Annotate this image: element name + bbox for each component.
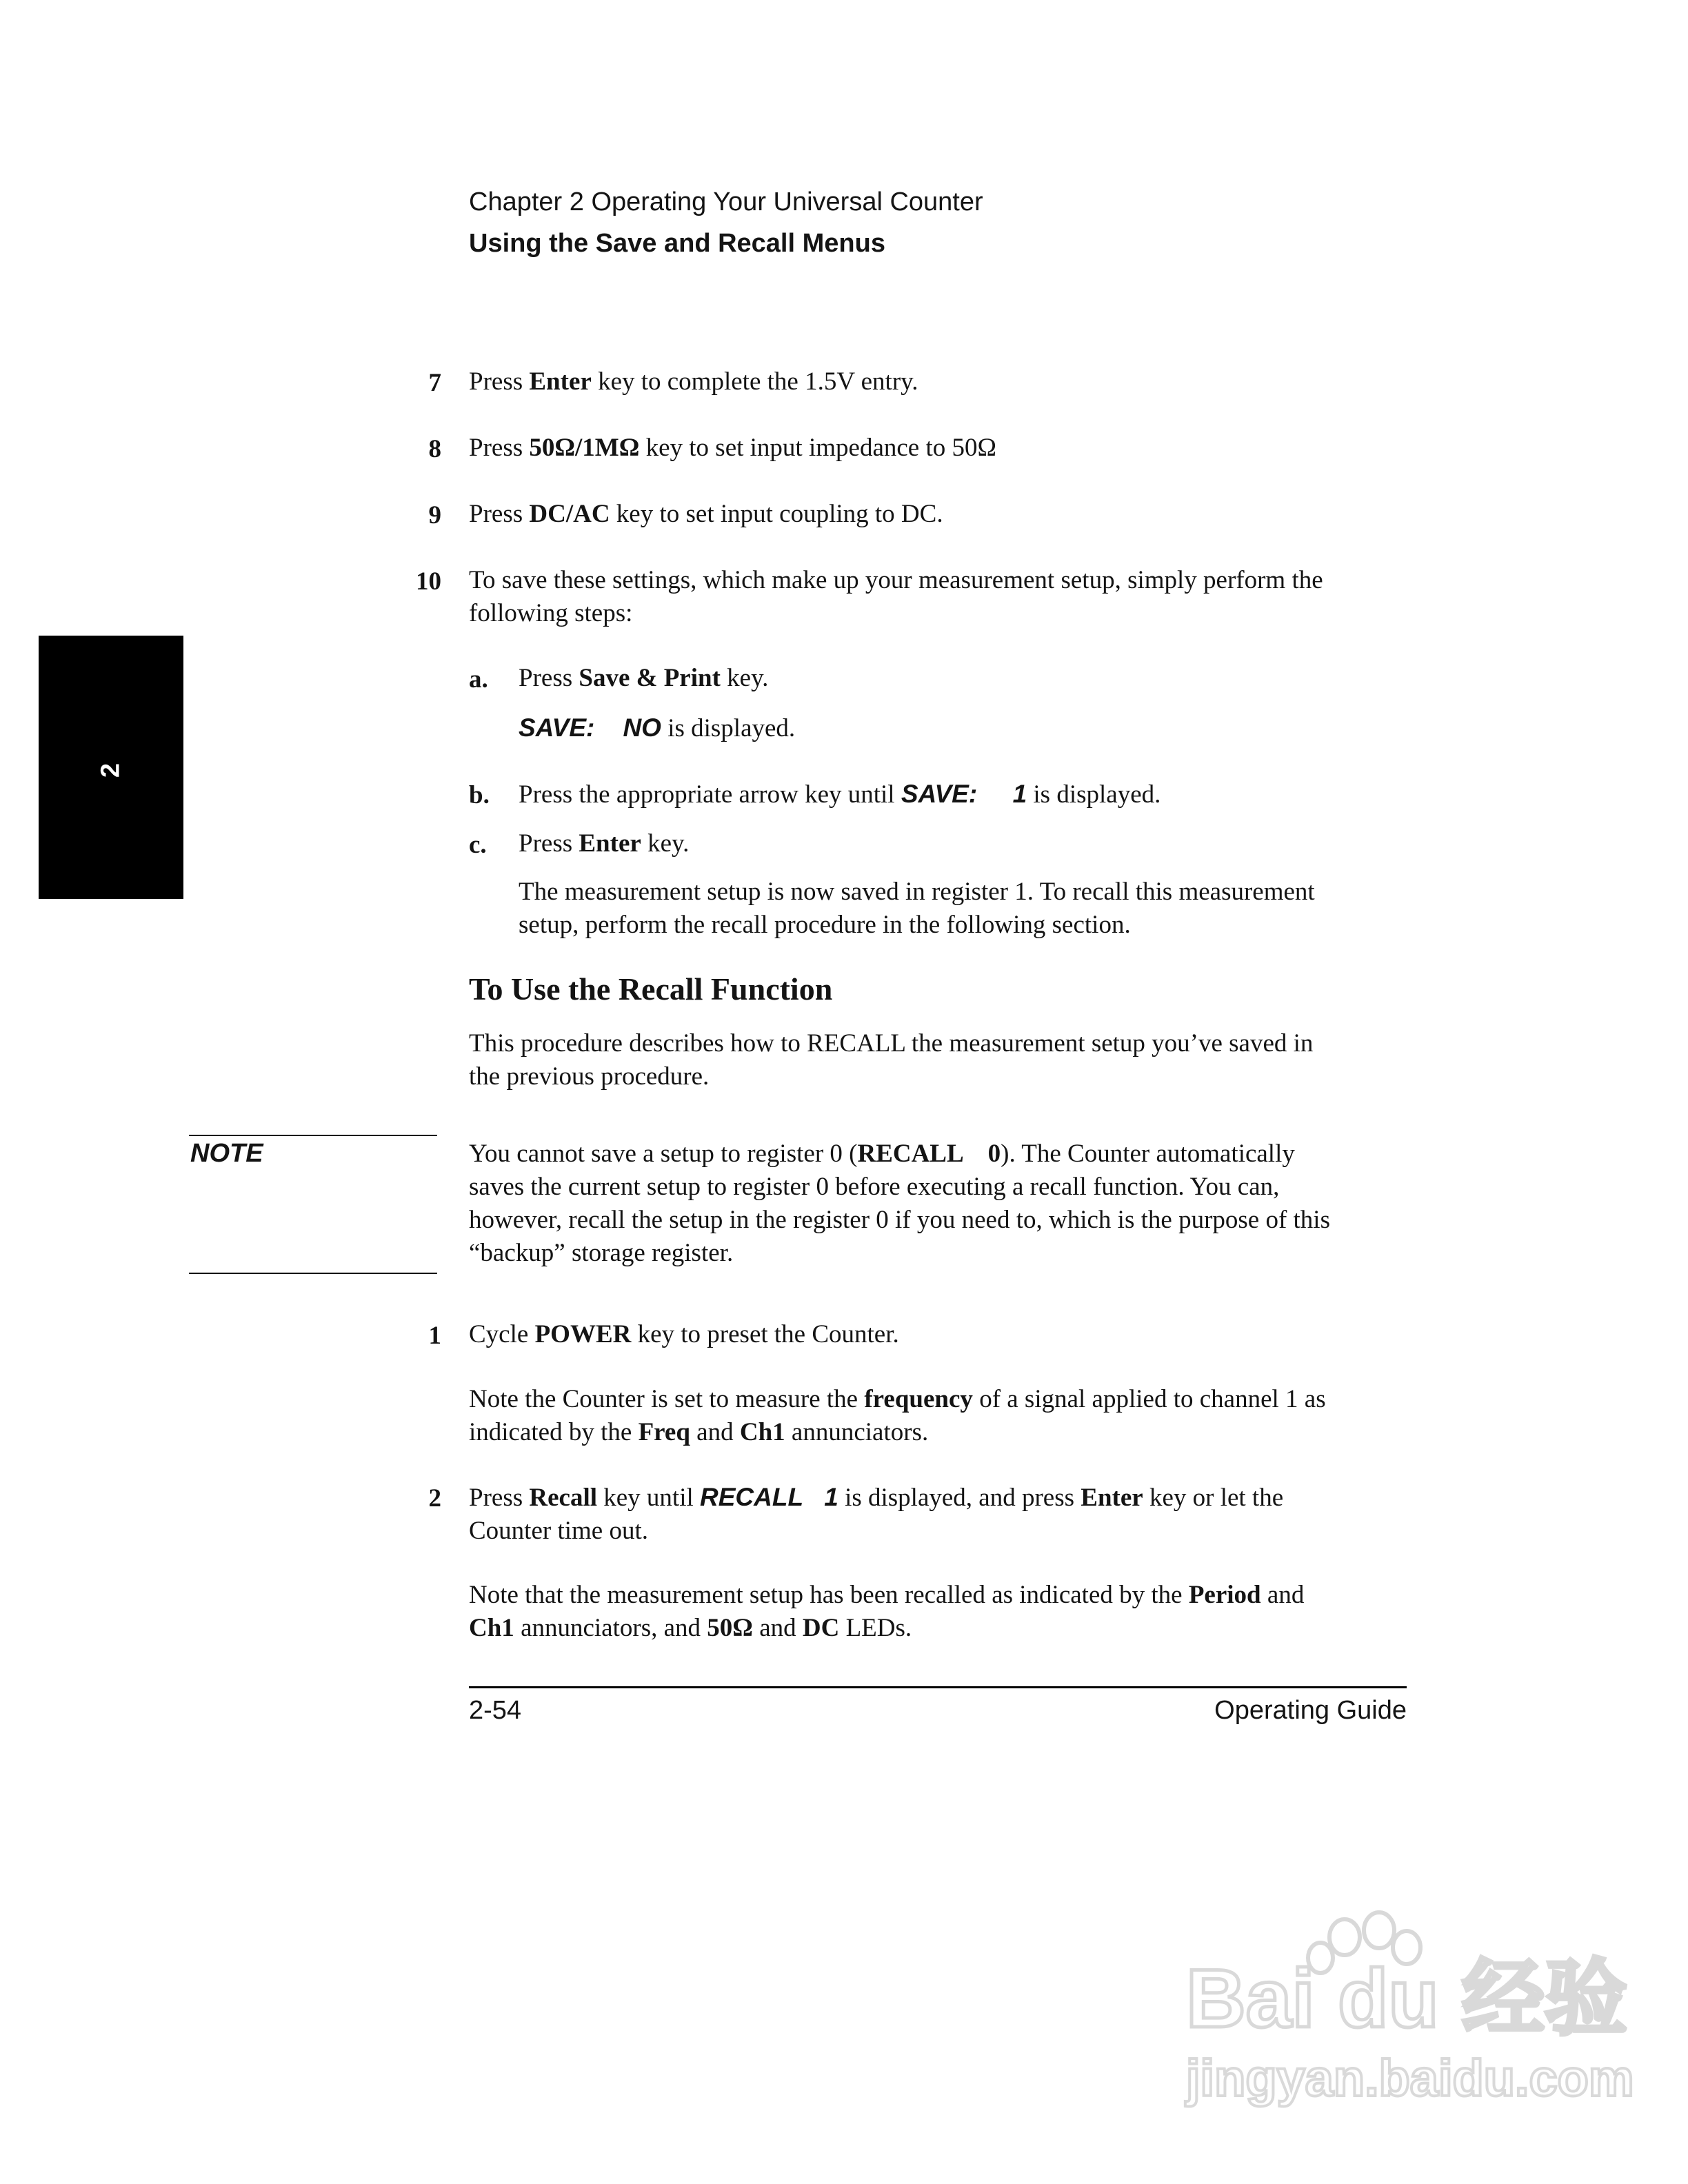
substep-label: b. [469, 781, 490, 809]
step-number: 8 [428, 435, 441, 463]
page-number: 2-54 [469, 1696, 522, 1725]
key-name: Save & Print [579, 664, 721, 692]
key-name: POWER [534, 1320, 632, 1348]
note-label: NOTE [190, 1139, 263, 1168]
step-note: Note the Counter is set to measure the frequency of a signal applied to channel 1 as indicated by the Freq and Ch1 annunciators. [469, 1385, 1326, 1446]
step-text: Cycle POWER key to preset the Counter. [469, 1320, 899, 1348]
key-name: Enter [1081, 1484, 1143, 1512]
footer-title: Operating Guide [1214, 1696, 1407, 1725]
key-name: 50Ω/1MΩ [529, 434, 640, 462]
display-readout: SAVE: 1 [901, 780, 1027, 808]
note-text: You cannot save a setup to register 0 (RECALL 0). The Counter automatically saves the current setup to register 0 before executing a recall function. You can, however, recall the setup in the register 0 if you need to, which is the purpose of this “backup” storage register. [469, 1140, 1330, 1267]
footer-rule [469, 1686, 1407, 1688]
step-text: Press Enter key to complete the 1.5V entry. [469, 367, 918, 396]
substep-label: c. [469, 831, 487, 859]
step-number: 10 [416, 567, 441, 596]
watermark-url: jingyan.baidu.com [1186, 2050, 1634, 2107]
display-readout-text: SAVE: NO is displayed. [519, 714, 796, 742]
step-note: Note that the measurement setup has been recalled as indicated by the Period and Ch1 annunciators, and 50Ω and DC LEDs. [469, 1581, 1305, 1642]
recall-heading: To Use the Recall Function [469, 971, 833, 1007]
substep-text: Press Enter key. [519, 829, 690, 858]
step-number: 9 [428, 501, 441, 529]
step-number: 1 [428, 1322, 441, 1350]
step-text: Press 50Ω/1MΩ key to set input impedance to 50Ω [469, 434, 996, 462]
step-number: 2 [428, 1484, 441, 1513]
key-name: RECALL 0 [857, 1140, 1001, 1168]
recall-intro: This procedure describes how to RECALL the measurement setup you’ve saved in the previous procedure. [469, 1029, 1314, 1091]
key-name: Recall [529, 1484, 597, 1512]
display-readout: SAVE: NO [519, 714, 661, 742]
chapter-tab [39, 636, 183, 899]
chapter-tab-label: 2 [96, 762, 125, 778]
substep-label: a. [469, 665, 488, 694]
baidu-watermark [1172, 1917, 1634, 2116]
chapter-heading: Chapter 2 Operating Your Universal Counter [469, 188, 983, 216]
step-text: Press DC/AC key to set input coupling to DC. [469, 500, 943, 528]
paw-logo-icon [1172, 1917, 1634, 2116]
substep-text: Press the appropriate arrow key until SAVE: 1 is displayed. [519, 780, 1161, 809]
note-top-rule [189, 1135, 437, 1136]
display-readout: RECALL 1 [700, 1483, 838, 1511]
watermark-brand: Bai du 经验 [1186, 1952, 1628, 2045]
step-text: To save these settings, which make up your measurement setup, simply perform the following steps: [469, 566, 1323, 627]
key-name: DC/AC [529, 500, 610, 528]
substep-text: Press Save & Print key. [519, 664, 769, 692]
key-name: Enter [579, 829, 641, 858]
substep-paragraph: The measurement setup is now saved in register 1. To recall this measurement setup, perform the recall procedure in the following section. [519, 878, 1315, 939]
key-name: Enter [529, 367, 592, 396]
section-heading: Using the Save and Recall Menus [469, 229, 885, 258]
note-bottom-rule [189, 1273, 437, 1274]
step-text: Press Recall key until RECALL 1 is displayed, and press Enter key or let the Counter time out. [469, 1483, 1284, 1545]
step-number: 7 [428, 369, 441, 397]
